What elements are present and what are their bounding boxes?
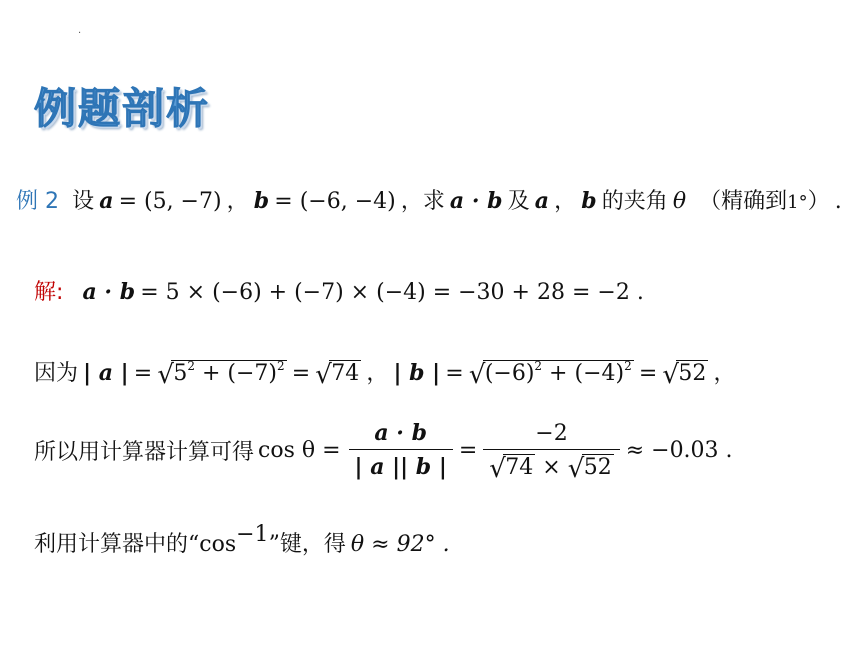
text-angle: 的夹角 — [601, 189, 668, 214]
cos-theta: cos θ = — [258, 437, 341, 463]
decorative-dot: · — [78, 28, 82, 39]
dot-product: a · b — [449, 188, 503, 214]
dot-product: a · b — [82, 279, 136, 305]
radical-icon: √ — [157, 360, 174, 390]
sqrt-52: √ 52 — [662, 360, 707, 390]
fraction-numeric — [483, 420, 619, 484]
text-precision: （精确到 — [699, 189, 788, 214]
comma: ， — [366, 361, 389, 386]
text-close: ） — [807, 189, 830, 214]
text-use-calculator: 利用计算器中的 — [34, 532, 189, 557]
radical-icon: √ — [315, 360, 332, 390]
radical-icon: √ — [468, 360, 486, 390]
equals-sign: = — [445, 361, 464, 386]
term: + (−4) — [542, 361, 625, 386]
solution-line-1 — [34, 275, 644, 306]
text-because: 因为 — [34, 361, 79, 386]
key-exponent: −1 — [236, 522, 269, 547]
sqrt-a-expression — [157, 359, 286, 390]
denominator: | a || b | — [354, 454, 447, 480]
radical-icon: √ — [567, 453, 585, 484]
term: 5 — [173, 361, 188, 386]
b-value: = (−6, −4) — [274, 189, 396, 214]
exponent: 2 — [277, 359, 285, 373]
text-so: 所以用计算器计算可得 — [34, 439, 255, 465]
numerator: a · b — [349, 420, 453, 450]
solution-label: 解: — [34, 280, 64, 305]
solution-line-2 — [34, 356, 736, 390]
period: . — [834, 189, 842, 214]
section-heading: 例题剖析 — [34, 84, 211, 133]
quote-open: “ — [188, 532, 200, 557]
sqrt-74: √ 74 — [315, 360, 360, 390]
text-find: ，求 — [400, 189, 445, 214]
exponent: 2 — [187, 359, 195, 373]
vector-b: b — [253, 188, 270, 214]
numerator: −2 — [483, 421, 619, 450]
times-sign: × — [535, 454, 568, 480]
comma: ， — [713, 361, 736, 386]
denominator: √ 74 × √ 52 — [489, 453, 612, 484]
equals-sign: = — [638, 361, 658, 386]
dot-product-calculation: = 5 × (−6) + (−7) × (−4) = −30 + 28 = −2 . — [140, 280, 644, 305]
magnitude-a: | a | — [83, 360, 129, 386]
key-cos: cos — [199, 532, 237, 557]
text-key-get: 键，得 — [279, 532, 346, 557]
fraction-dot-over-magnitudes — [349, 420, 453, 480]
a-value: = (5, −7) — [118, 189, 222, 214]
vector-a-ref: a — [534, 188, 550, 214]
quote-close: ” — [268, 532, 280, 557]
solution-line-4 — [34, 522, 450, 558]
comma: ， — [226, 189, 249, 214]
term: (−6) — [484, 361, 535, 386]
theta-result: θ ≈ 92° . — [350, 532, 450, 557]
text-set: 设 — [72, 189, 95, 214]
solution-line-3 — [34, 420, 733, 484]
term: + (−7) — [194, 361, 277, 386]
theta-symbol: θ — [672, 189, 687, 214]
radical-icon: √ — [489, 453, 506, 484]
exponent: 2 — [624, 359, 632, 373]
radical-icon: √ — [662, 360, 679, 390]
precision-value: 1° — [787, 192, 808, 213]
sqrt-b-expression — [468, 359, 634, 390]
vector-a: a — [99, 188, 114, 214]
approx-result: ≈ −0.03 . — [625, 437, 733, 463]
equals-sign: = — [133, 361, 153, 386]
magnitude-b: | b | — [393, 360, 441, 386]
equals-sign: = — [458, 437, 478, 463]
example-label: 例 2 — [16, 189, 59, 214]
comma: ， — [554, 189, 577, 214]
exponent: 2 — [534, 359, 543, 373]
problem-statement — [16, 184, 842, 215]
equals-sign: = — [291, 361, 311, 386]
vector-b-ref: b — [581, 188, 597, 214]
text-and: 及 — [507, 189, 530, 214]
